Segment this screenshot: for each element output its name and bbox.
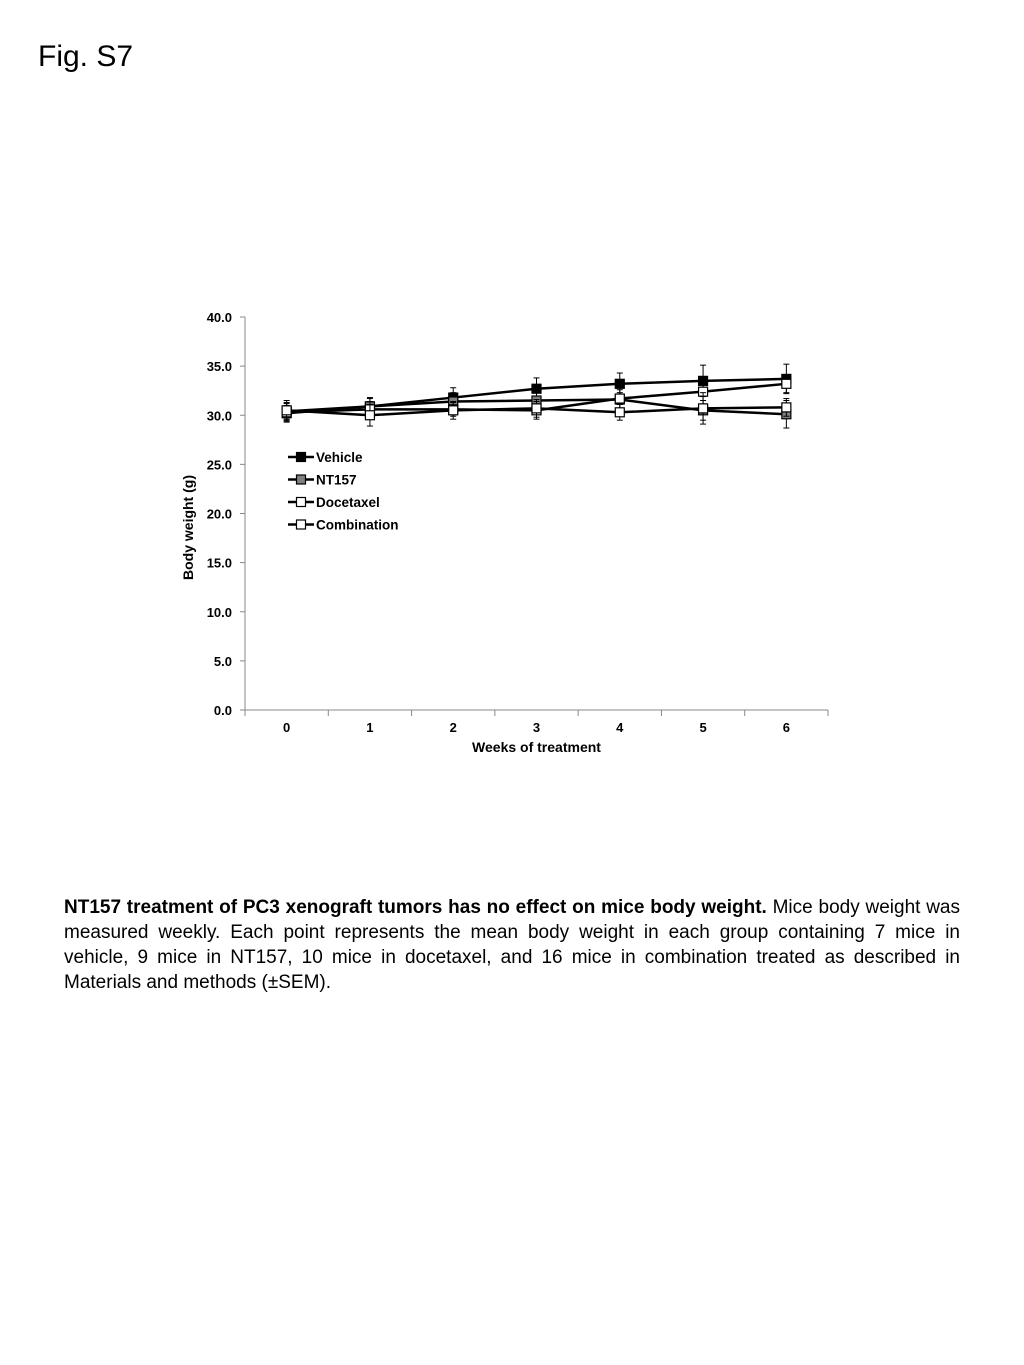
x-axis-title: Weeks of treatment <box>472 739 601 755</box>
legend-marker <box>297 498 306 507</box>
legend-label: Docetaxel <box>316 495 380 510</box>
caption-text: Mice body weight was measured weekly. Each point represents the mean body weight in each group containing 7 mice in vehicle, 9 mice in NT157, 10 mice in docetaxel, and 16 mice in combination treated as described in Materials and methods (±SEM). <box>64 897 960 993</box>
figure-caption <box>64 895 960 995</box>
x-tick-label: 4 <box>616 720 624 735</box>
legend-marker <box>297 475 306 484</box>
legend-label: NT157 <box>316 472 357 488</box>
y-tick-label: 5.0 <box>213 653 232 669</box>
data-point <box>615 408 624 417</box>
data-point <box>532 404 541 413</box>
x-tick-label: 6 <box>782 720 790 735</box>
y-tick-label: 35.0 <box>206 359 232 375</box>
x-tick-label: 3 <box>532 720 541 735</box>
data-point <box>615 379 624 388</box>
y-tick-label: 40.0 <box>206 310 232 325</box>
y-tick-label: 30.0 <box>206 408 232 424</box>
legend-label: Vehicle <box>316 450 363 465</box>
x-tick-label: 2 <box>449 720 457 735</box>
legend-item-combination <box>288 518 399 533</box>
data-point <box>782 403 791 412</box>
chart-series <box>282 364 791 428</box>
data-point <box>449 406 458 415</box>
chart-legend <box>288 450 399 533</box>
legend-item-docetaxel <box>288 495 380 510</box>
x-tick-label: 0 <box>283 720 291 735</box>
data-point <box>615 394 624 403</box>
legend-marker <box>297 453 306 462</box>
figure-label: Fig. S7 <box>38 40 134 73</box>
caption-title: NT157 treatment of PC3 xenograft tumors has no effect on mice body weight. <box>64 897 767 918</box>
x-tick-label: 1 <box>366 720 374 735</box>
y-tick-label: 15.0 <box>206 555 232 571</box>
legend-marker <box>297 520 306 529</box>
y-tick-label: 0.0 <box>213 703 232 718</box>
y-axis-title: Body weight (g) <box>180 475 196 580</box>
y-tick-label: 10.0 <box>206 604 232 620</box>
x-tick-label: 5 <box>699 720 707 735</box>
data-point <box>282 406 291 415</box>
y-tick-label: 25.0 <box>206 457 232 473</box>
y-tick-label: 20.0 <box>206 506 232 522</box>
data-point <box>782 379 791 388</box>
legend-item-nt157 <box>288 473 357 488</box>
legend-item-vehicle <box>288 450 363 465</box>
data-point <box>699 404 708 413</box>
data-point <box>365 411 374 420</box>
legend-label: Combination <box>316 517 399 533</box>
